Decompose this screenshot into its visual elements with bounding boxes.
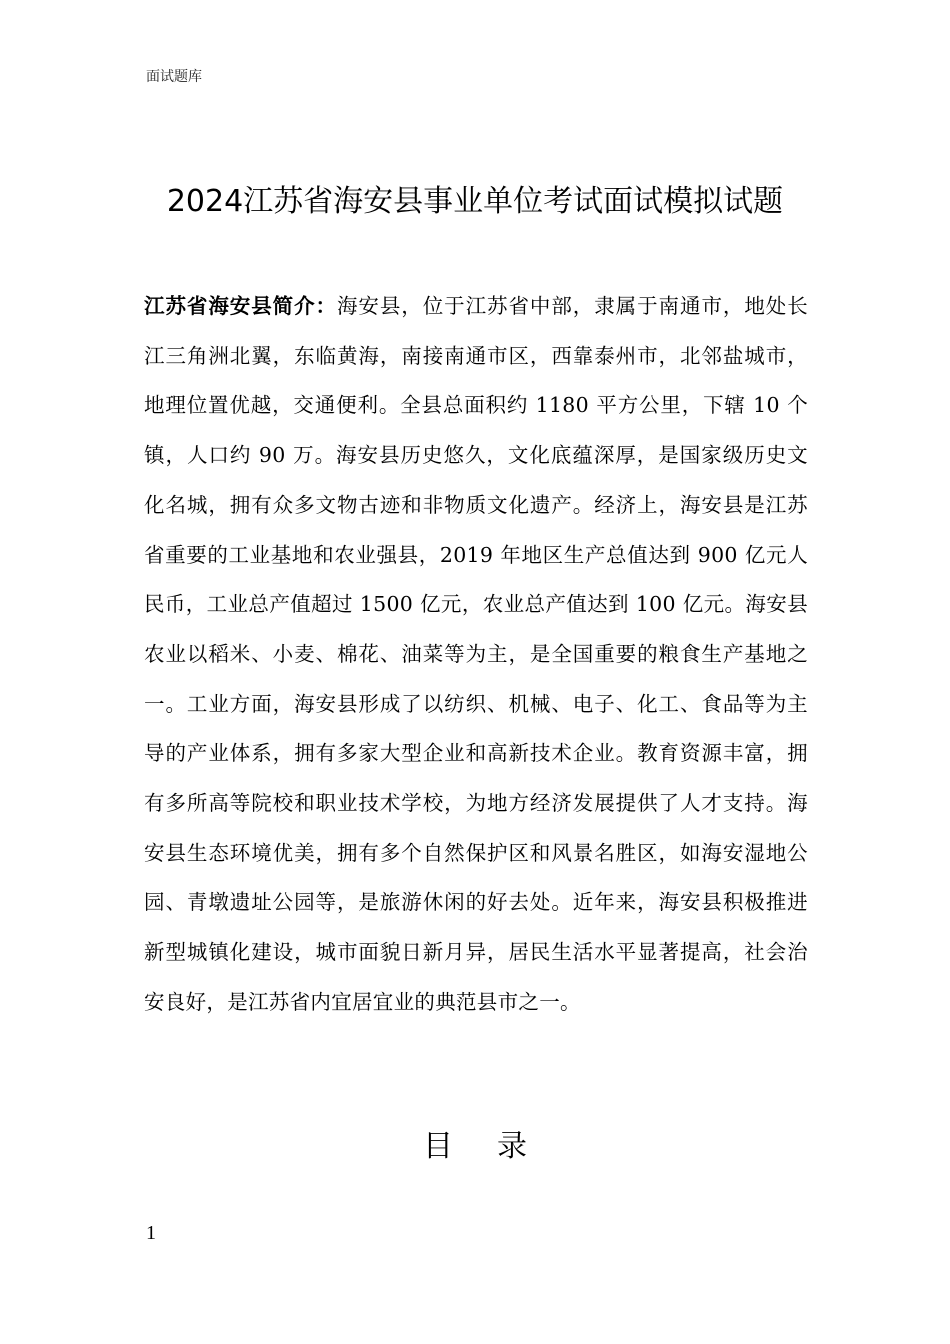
toc-heading — [0, 1125, 950, 1169]
page-number: 1 — [146, 1222, 156, 1244]
toc-heading-left: 目 — [423, 1129, 453, 1164]
intro-label: 江苏省海安县简介： — [144, 294, 337, 318]
intro-paragraph — [144, 282, 808, 1028]
header-label: 面试题库 — [146, 69, 202, 85]
toc-heading-right: 录 — [497, 1129, 527, 1164]
document-title: 2024江苏省海安县事业单位考试面试模拟试题 — [166, 184, 784, 219]
intro-text: 海安县，位于江苏省中部，隶属于南通市，地处长江三角洲北翼，东临黄海，南接南通市区，西靠泰州市，北邻盐城市，地理位置优越，交通便利。全县总面积约 1180 平方公里，下辖 10 个镇，人口约 90 万。海安县历史悠久，文化底蕴深厚，是国家级历史文化名城，拥有众多文物古迹和非物质文化遗产。经济上，海安县是江苏省重要的工业基地和农业强县，2019 年地区生产总值达到 900 亿元人民币，工业总产值超过 1500 亿元，农业总产值达到 100 亿元。海安县农业以稻米、小麦、棉花、油菜等为主，是全国重要的粮食生产基地之一。工业方面，海安县形成了以纺织、机械、电子、化工、食品等为主导的产业体系，拥有多家大型企业和高新技术企业。教育资源丰富，拥有多所高等院校和职业技术学校，为地方经济发展提供了人才支持。海安县生态环境优美，拥有多个自然保护区和风景名胜区，如海安湿地公园、青墩遗址公园等，是旅游休闲的好去处。近年来，海安县积极推进新型城镇化建设，城市面貌日新月异，居民生活水平显著提高，社会治安良好，是江苏省内宜居宜业的典范县市之一。 — [144, 294, 808, 1014]
